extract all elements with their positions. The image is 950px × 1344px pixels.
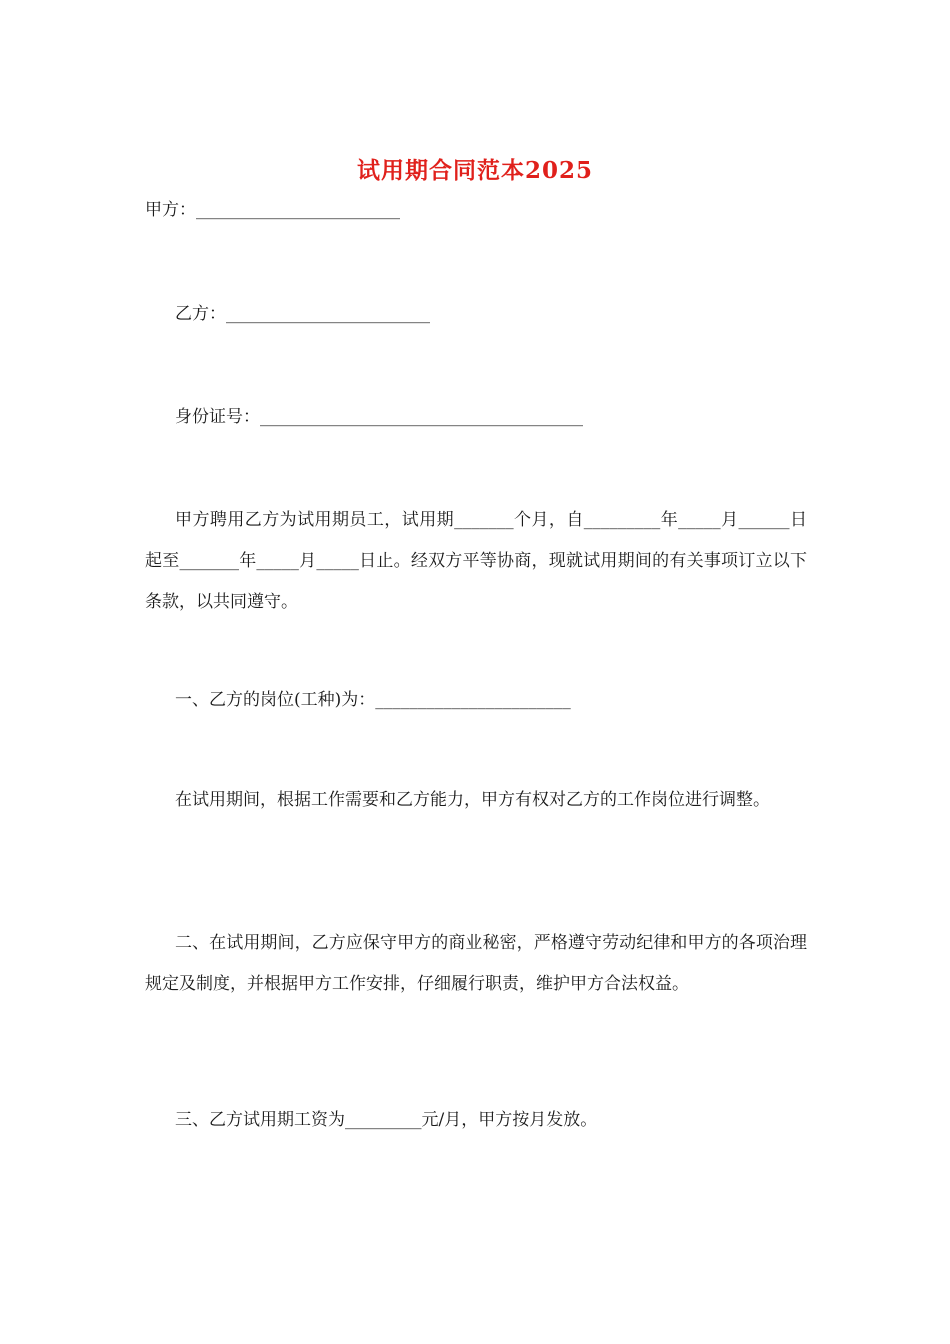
clause-2-paragraph: 二、在试用期间，乙方应保守甲方的商业秘密，严格遵守劳动纪律和甲方的各项治理规定及制度，并根据甲方工作安排，仔细履行职责，维护甲方合法权益。 xyxy=(145,933,807,994)
party-b-line: 乙方：________________________ xyxy=(175,304,430,324)
clause-1-position: 一、乙方的岗位(工种)为：_______________________ xyxy=(175,690,571,710)
clause-3-salary: 三、乙方试用期工资为_________元/月，甲方按月发放。 xyxy=(175,1110,598,1130)
clause-1-detail-paragraph: 在试用期间，根据工作需要和乙方能力，甲方有权对乙方的工作岗位进行调整。 xyxy=(175,790,770,810)
party-a-line: 甲方：________________________ xyxy=(145,200,400,220)
id-number-line: 身份证号：______________________________________ xyxy=(175,407,583,427)
document-title: 试用期合同范本2025 xyxy=(356,157,593,184)
intro-paragraph: 甲方聘用乙方为试用期员工，试用期_______个月，自_________年_____月______日起至_______年_____月_____日止。经双方平等协商，现就试用期间的有关事项订立以下条款，以共同遵守。 xyxy=(145,510,807,612)
